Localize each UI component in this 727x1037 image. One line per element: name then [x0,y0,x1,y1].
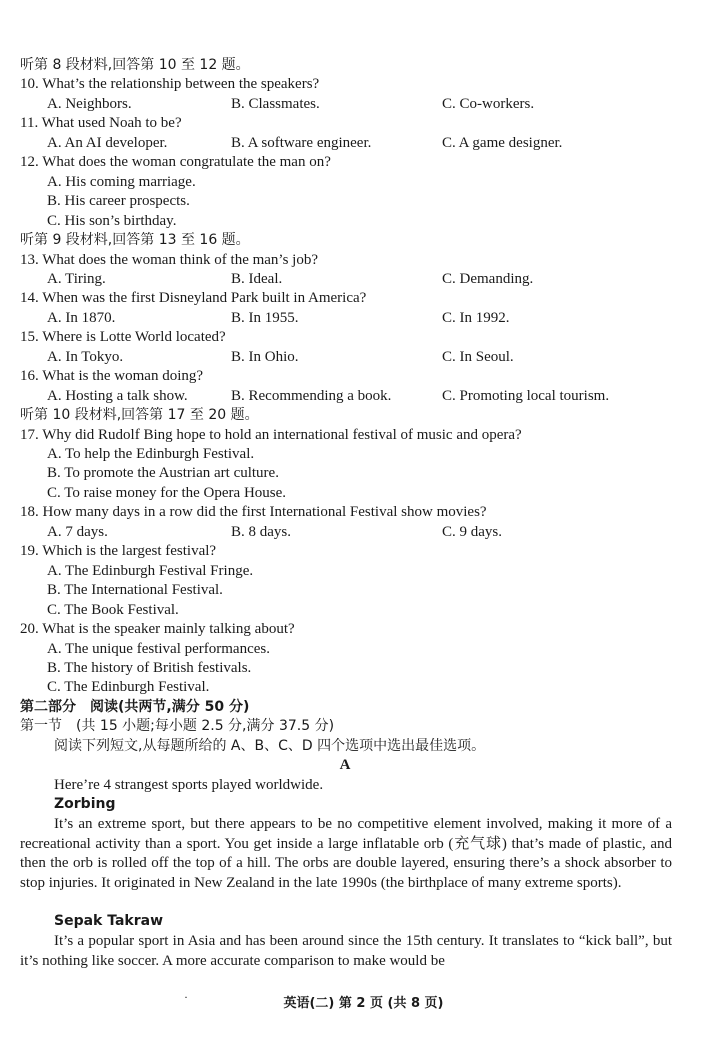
line-q17-b: B. To promote the Austrian art culture. [47,465,279,482]
option-a: A. An AI developer. [47,134,168,151]
line-instruction: 阅读下列短文,从每题所给的 A、B、C、D 四个选项中选出最佳选项。 [54,737,486,754]
line-q12-c: C. His son’s birthday. [47,212,177,229]
option-b: B. 8 days. [231,523,291,540]
line-q12: 12. What does the woman congratulate the man on? [20,154,331,171]
line-q20-b: B. The history of British festivals. [47,659,252,676]
option-a: A. In 1870. [47,309,116,326]
line-intro: Here’re 4 strangest sports played worldwide. [54,776,324,793]
line-q20-c: C. The Edinburgh Festival. [47,679,210,696]
line-q20: 20. What is the speaker mainly talking about? [20,621,295,638]
line-q19-b: B. The International Festival. [47,582,223,599]
option-b: B. Classmates. [231,95,320,112]
line-q12-b: B. His career prospects. [47,193,190,210]
line-q20-a: A. The unique festival performances. [47,640,270,657]
option-b: B. In 1955. [231,309,299,326]
line-q10-opts [47,95,535,114]
option-a: A. Hosting a talk show. [47,387,188,404]
line-q19: 19. Which is the largest festival? [20,543,217,560]
line-q10: 10. What’s the relationship between the speakers? [20,76,320,93]
line-h-zorbing: Zorbing [54,796,116,813]
option-a: A. Neighbors. [47,95,132,112]
line-sec9: 听第 9 段材料,回答第 13 至 16 题。 [20,232,250,249]
option-b: B. A software engineer. [231,134,372,151]
option-a: A. Tiring. [47,270,106,287]
page-footer: 英语(二) 第 2 页 (共 8 页) [283,996,444,1011]
line-q18-opts [47,523,502,542]
option-c: C. 9 days. [442,523,502,540]
line-part2: 第二部分 阅读(共两节,满分 50 分) [20,698,250,715]
line-q17: 17. Why did Rudolf Bing hope to hold an international festival of music and opera? [20,426,522,443]
option-c: C. A game designer. [442,134,563,151]
paragraph-sepak-takraw: It’s a popular sport in Asia and has been around since the 15th century. It translates to “kick ball”, but it’s nothing like soccer. A more accurate comparison to make would be [20,933,672,969]
line-q19-a: A. The Edinburgh Festival Fringe. [47,562,254,579]
option-b: B. In Ohio. [231,348,299,365]
line-sec10: 听第 10 段材料,回答第 17 至 20 题。 [20,407,259,424]
line-q16-opts [47,387,610,406]
line-q17-c: C. To raise money for the Opera House. [47,484,287,501]
option-c: C. In Seoul. [442,348,514,365]
line-q14-opts [47,309,510,328]
line-q18: 18. How many days in a row did the first International Festival show movies? [20,504,487,521]
line-q11: 11. What used Noah to be? [20,115,182,132]
line-q19-c: C. The Book Festival. [47,601,179,618]
line-q12-a: A. His coming marriage. [47,173,196,190]
line-q14: 14. When was the first Disneyland Park built in America? [20,290,367,307]
line-q13-opts [47,270,534,289]
line-passage-label: A [339,757,351,774]
option-c: C. In 1992. [442,309,510,326]
footer-dot: · [184,990,188,1004]
option-a: A. In Tokyo. [47,348,124,365]
line-sect1: 第一节 (共 15 小题;每小题 2.5 分,满分 37.5 分) [20,718,335,735]
line-q17-a: A. To help the Edinburgh Festival. [47,446,255,462]
option-a: A. 7 days. [47,523,108,540]
option-c: C. Co-workers. [442,95,535,112]
option-b: B. Ideal. [231,270,283,287]
line-q13: 13. What does the woman think of the man’s job? [20,251,319,268]
line-sec8: 听第 8 段材料,回答第 10 至 12 题。 [20,57,250,73]
line-q15-opts [47,348,514,367]
line-q11-opts [47,134,563,153]
heading-sepak-takraw: Sepak Takraw [54,913,164,929]
line-q16: 16. What is the woman doing? [20,368,204,385]
line-q15: 15. Where is Lotte World located? [20,329,226,346]
option-c: C. Demanding. [442,270,534,287]
option-c: C. Promoting local tourism. [442,387,610,404]
paragraph-zorbing: It’s an extreme sport, but there appears to be no competitive element involved, making it more of a recreational activity than a sport. You get inside a large inflatable orb (充气球) that’s made of plastic, and then the orb is rolled off the top of a hill. The orbs are double layered, ensuring there’s a shock absorber to stop injuries. It originated in New Zealand in the late 1990s (the birthplace of many extreme sports). [20,816,672,891]
option-b: B. Recommending a book. [231,387,392,404]
